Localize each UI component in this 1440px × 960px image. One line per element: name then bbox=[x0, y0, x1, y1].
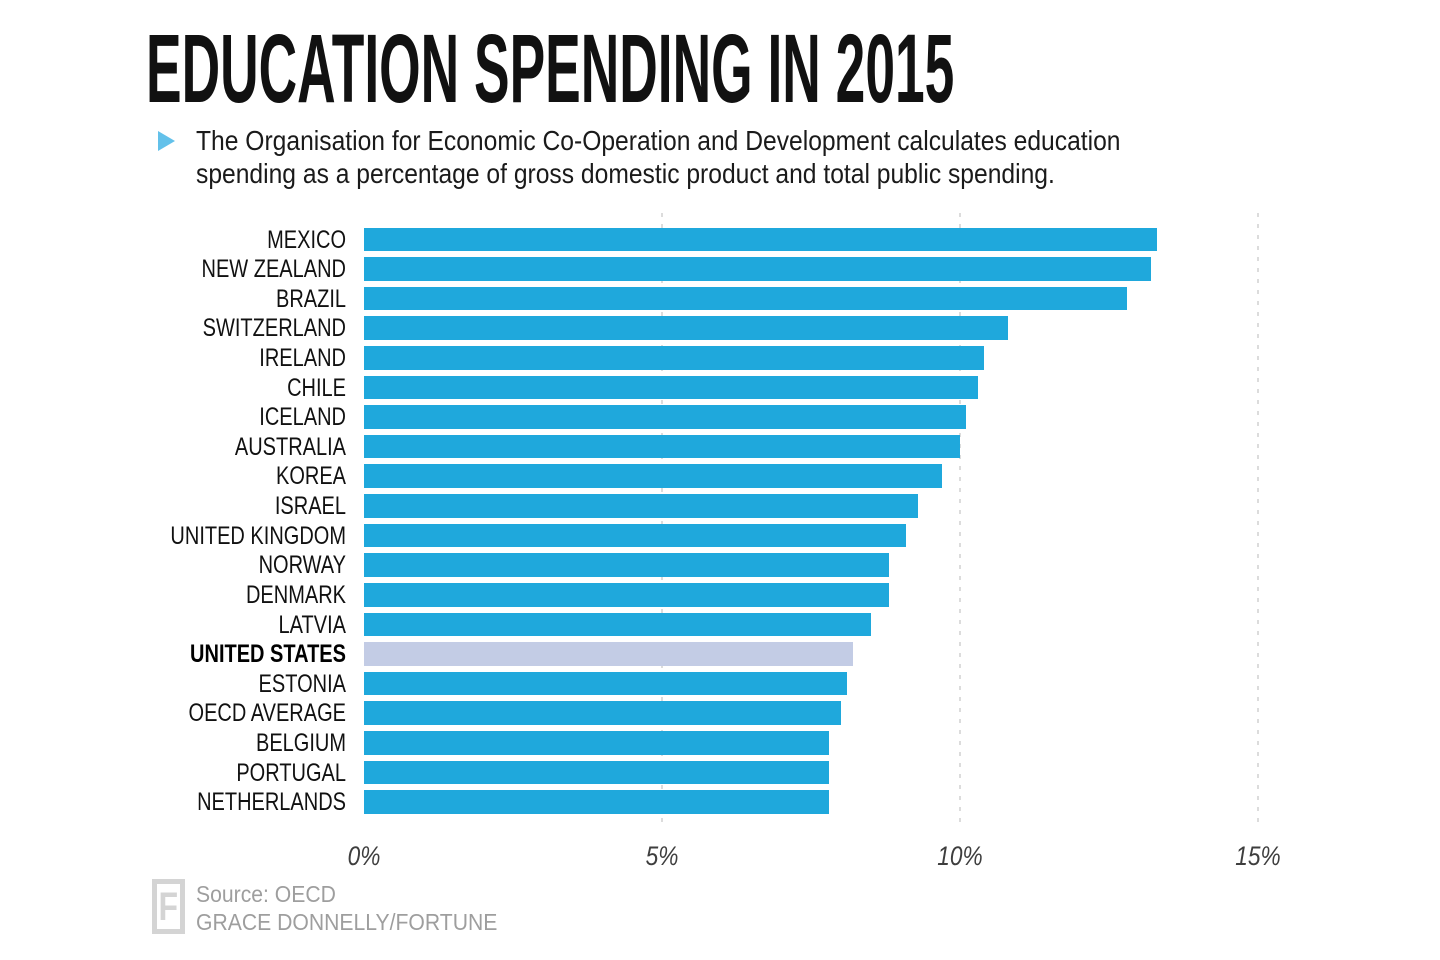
bar-row bbox=[0, 343, 1270, 372]
country-label: CHILE bbox=[287, 373, 346, 402]
bar bbox=[364, 553, 889, 577]
x-axis-tick-label: 10% bbox=[937, 841, 983, 871]
country-label: SWITZERLAND bbox=[202, 314, 346, 343]
bar-row bbox=[0, 729, 1270, 758]
bar-row bbox=[0, 640, 1270, 669]
country-label: NORWAY bbox=[258, 551, 346, 580]
bar-row bbox=[0, 788, 1270, 817]
bar bbox=[364, 435, 960, 459]
bar bbox=[364, 701, 841, 725]
credit-text: GRACE DONNELLY/FORTUNE bbox=[196, 908, 498, 935]
bar-row bbox=[0, 462, 1270, 491]
x-axis-tick-label: 15% bbox=[1235, 841, 1281, 871]
bar bbox=[364, 524, 906, 548]
bar-row bbox=[0, 669, 1270, 698]
country-label: UNITED KINGDOM bbox=[170, 521, 346, 550]
fortune-logo bbox=[152, 879, 185, 934]
bar bbox=[364, 672, 847, 696]
bar-row bbox=[0, 284, 1270, 313]
bar bbox=[364, 583, 889, 607]
bar-row bbox=[0, 432, 1270, 461]
bar-row bbox=[0, 699, 1270, 728]
bar-row bbox=[0, 403, 1270, 432]
bar-row bbox=[0, 551, 1270, 580]
bar bbox=[364, 790, 829, 814]
chart-title: EDUCATION SPENDING IN 2015 bbox=[146, 14, 955, 123]
fortune-logo-letter: F bbox=[158, 884, 179, 929]
x-axis-tick-label: 0% bbox=[347, 841, 381, 871]
bullet-triangle-icon bbox=[158, 131, 175, 151]
country-label: KOREA bbox=[275, 462, 346, 491]
country-label: IRELAND bbox=[259, 343, 346, 372]
bar bbox=[364, 228, 1157, 252]
bar bbox=[364, 257, 1151, 281]
bar-row bbox=[0, 758, 1270, 787]
bar-row bbox=[0, 610, 1270, 639]
country-label: ISRAEL bbox=[274, 492, 346, 521]
subtitle-line-1: The Organisation for Economic Co-Operation and Development calculates education bbox=[196, 125, 1121, 156]
bar bbox=[364, 761, 829, 785]
bar bbox=[364, 346, 984, 370]
bar bbox=[364, 494, 918, 518]
bar bbox=[364, 613, 871, 637]
bar bbox=[364, 731, 829, 755]
bar-row bbox=[0, 255, 1270, 284]
bar-row bbox=[0, 492, 1270, 521]
bar-row bbox=[0, 373, 1270, 402]
chart-subtitle bbox=[196, 124, 1121, 190]
bar bbox=[364, 287, 1127, 311]
bar-row bbox=[0, 314, 1270, 343]
country-label: NETHERLANDS bbox=[197, 788, 346, 817]
bar-rows bbox=[0, 225, 1270, 828]
country-label: NEW ZEALAND bbox=[201, 255, 346, 284]
source-block bbox=[196, 881, 497, 936]
bar-row bbox=[0, 225, 1270, 254]
country-label: BRAZIL bbox=[275, 284, 346, 313]
bar bbox=[364, 642, 853, 666]
country-label: LATVIA bbox=[278, 610, 346, 639]
country-label: UNITED STATES bbox=[190, 640, 346, 669]
country-label: OECD AVERAGE bbox=[188, 699, 346, 728]
country-label: ICELAND bbox=[259, 403, 346, 432]
source-text: Source: OECD bbox=[196, 881, 336, 907]
country-label: MEXICO bbox=[267, 225, 346, 254]
bar bbox=[364, 464, 942, 488]
country-label: ESTONIA bbox=[258, 669, 346, 698]
country-label: AUSTRALIA bbox=[234, 432, 346, 461]
country-label: PORTUGAL bbox=[236, 758, 346, 787]
country-label: BELGIUM bbox=[255, 729, 346, 758]
bar bbox=[364, 316, 1008, 340]
country-label: DENMARK bbox=[245, 580, 346, 609]
x-axis-tick-label: 5% bbox=[645, 841, 679, 871]
bar bbox=[364, 376, 978, 400]
bar-row bbox=[0, 521, 1270, 550]
bar-row bbox=[0, 580, 1270, 609]
bar bbox=[364, 405, 966, 429]
subtitle-line-2: spending as a percentage of gross domestic product and total public spending. bbox=[196, 158, 1055, 189]
